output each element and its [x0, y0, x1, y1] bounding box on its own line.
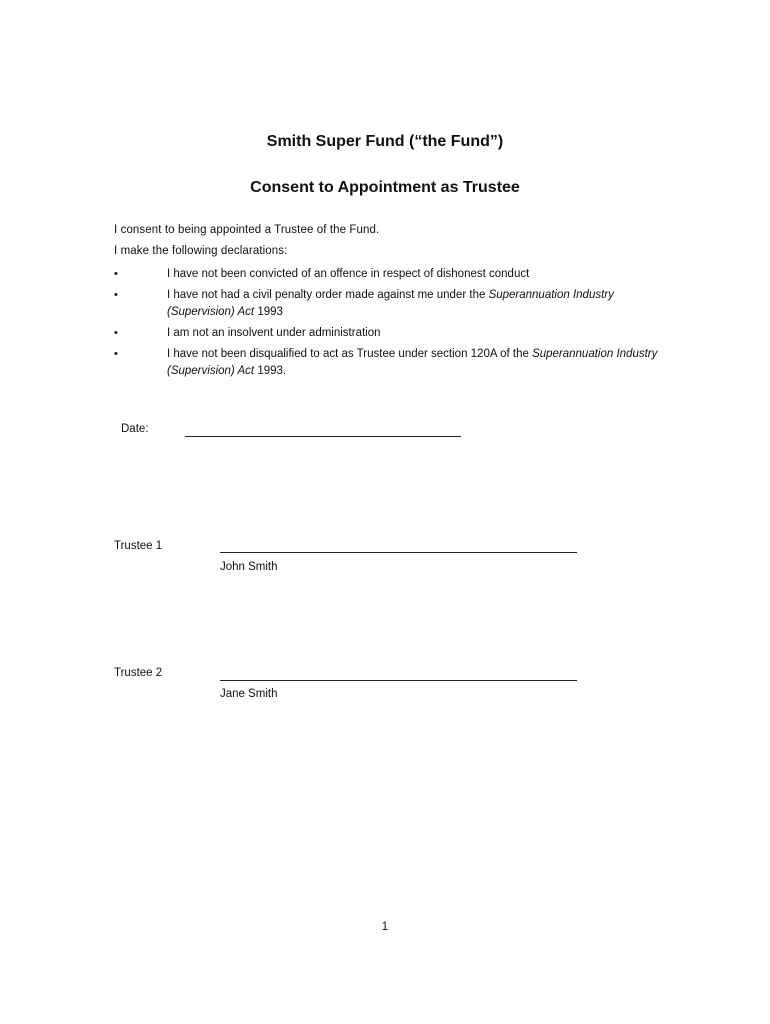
trustee-1-name: John Smith — [220, 561, 278, 573]
trustee-1-label: Trustee 1 — [114, 540, 163, 552]
declaration-text-part: I have not been disqualified to act as Trustee under section 120A of the — [167, 348, 533, 360]
bullet-icon: • — [114, 327, 118, 339]
declaration-text-part: I have not been convicted of an offence in respect of dishonest conduct — [167, 268, 530, 280]
declaration-item — [114, 287, 674, 321]
bullet-icon: • — [114, 268, 118, 280]
declaration-text — [167, 289, 614, 318]
fund-title: Smith Super Fund (“the Fund”) — [266, 133, 504, 150]
declaration-text — [167, 268, 529, 280]
declarations-intro: I make the following declarations: — [114, 245, 288, 257]
document-subtitle: Consent to Appointment as Trustee — [250, 179, 520, 196]
declaration-text-part: 1993. — [254, 365, 287, 377]
page-number: 1 — [381, 921, 389, 933]
bullet-icon: • — [114, 348, 118, 360]
declaration-item — [114, 266, 674, 283]
declaration-text-part: 1993 — [254, 306, 283, 318]
act-name: Superannuation Industry (Supervision) Act — [167, 289, 614, 318]
date-label: Date: — [121, 423, 149, 435]
trustee-2-label: Trustee 2 — [114, 667, 163, 679]
declaration-text — [167, 348, 657, 377]
declarations-list — [114, 266, 674, 384]
declaration-text-part: I am not an insolvent under administration — [167, 327, 381, 339]
bullet-icon: • — [114, 289, 118, 301]
act-name: Superannuation Industry (Supervision) Act — [167, 348, 658, 377]
declaration-item — [114, 346, 674, 380]
date-signature-line[interactable] — [185, 436, 461, 437]
consent-statement: I consent to being appointed a Trustee of the Fund. — [114, 224, 380, 236]
declaration-item — [114, 325, 674, 342]
declaration-text-part: I have not had a civil penalty order made against me under the — [167, 289, 489, 301]
trustee-1-signature-line[interactable] — [220, 552, 577, 553]
trustee-2-signature-line[interactable] — [220, 680, 577, 681]
declaration-text — [167, 327, 381, 339]
trustee-2-name: Jane Smith — [220, 688, 278, 700]
